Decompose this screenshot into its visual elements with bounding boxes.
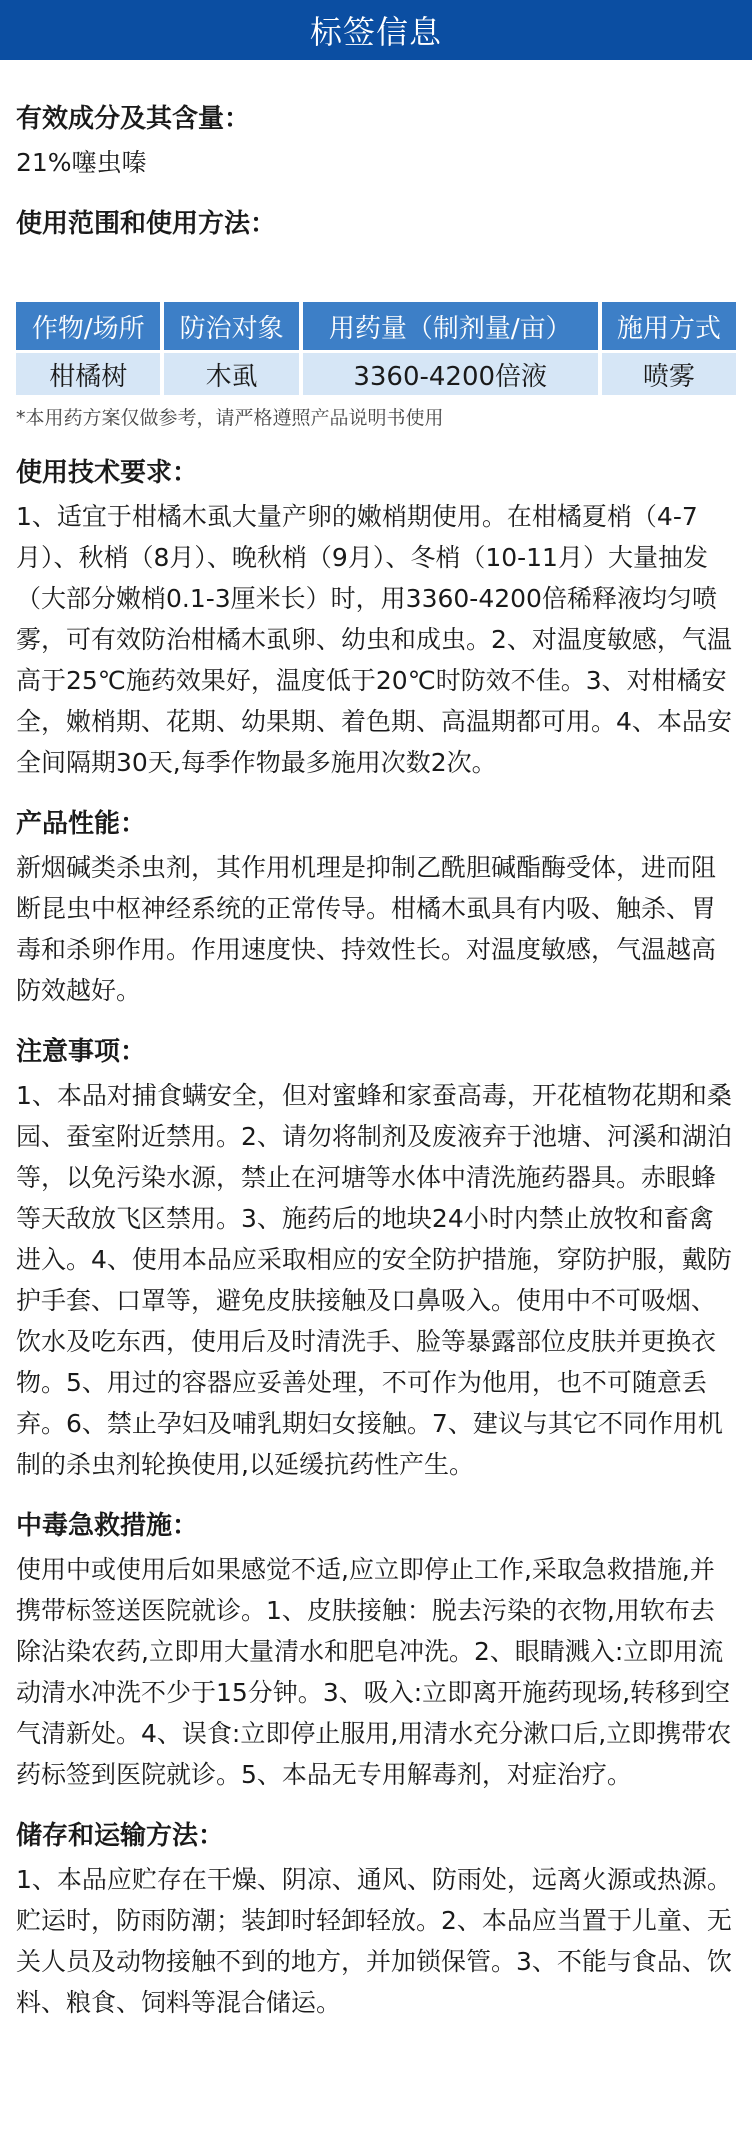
- storage-title: 储存和运输方法：: [16, 1821, 225, 1851]
- usage-cell-dosage: 3360-4200倍液: [303, 353, 598, 395]
- usage-spacer: [16, 247, 736, 299]
- usage-note: *本用药方案仅做参考，请严格遵照产品说明书使用: [16, 407, 444, 429]
- tech-requirements-text: 1、适宜于柑橘木虱大量产卵的嫩梢期使用。在柑橘夏梢（4-7月）、秋梢（8月）、晚秋梢（9月）、冬梢（10-11月）大量抽发（大部分嫩梢0.1-3厘米长）时，用3360-4200倍稀释液均匀喷雾，可有效防治柑橘木虱卵、幼虫和成虫。2、对温度敏感，气温高于25℃施药效果好，温度低于20℃时防效不佳。3、对柑橘安全，嫩梢期、花期、幼果期、着色期、高温期都可用。4、本品安全间隔期30天,每季作物最多施用次数2次。: [16, 502, 732, 777]
- first-aid-text: 使用中或使用后如果感觉不适,应立即停止工作,采取急救措施,并携带标签送医院就诊。1、皮肤接触：脱去污染的衣物,用软布去除沾染农药,立即用大量清水和肥皂冲洗。2、眼睛溅入:立即用流动清水冲洗不少于15分钟。3、吸入:立即离开施药现场,转移到空气清新处。4、误食:立即停止服用,用清水充分漱口后,立即携带农药标签到医院就诊。5、本品无专用解毒剂，对症治疗。: [16, 1555, 732, 1789]
- usage-cell-target: 木虱: [164, 353, 298, 395]
- active-ingredient-title: 有效成分及其含量：: [16, 104, 251, 134]
- label-content: [0, 60, 752, 2023]
- table-row: [16, 353, 736, 395]
- usage-table: [12, 299, 740, 398]
- precautions-text: 1、本品对捕食螨安全，但对蜜蜂和家蚕高毒，开花植物花期和桑园、蚕室附近禁用。2、请勿将制剂及废液弃于池塘、河溪和湖泊等，以免污染水源，禁止在河塘等水体中清洗施药器具。赤眼蜂等天敌放飞区禁用。3、施药后的地块24小时内禁止放牧和畜禽进入。4、使用本品应采取相应的安全防护措施，穿防护服，戴防护手套、口罩等，避免皮肤接触及口鼻吸入。使用中不可吸烟、饮水及吃东西，使用后及时清洗手、脸等暴露部位皮肤并更换衣物。5、用过的容器应妥善处理，不可作为他用，也不可随意丢弃。6、禁止孕妇及哺乳期妇女接触。7、建议与其它不同作用机制的杀虫剂轮换使用,以延缓抗药性产生。: [16, 1081, 732, 1479]
- usage-cell-method: 喷雾: [602, 353, 736, 395]
- page-title: 标签信息: [309, 13, 442, 51]
- tech-requirements-title: 使用技术要求：: [16, 458, 199, 488]
- performance-title: 产品性能：: [16, 809, 147, 839]
- storage-text: 1、本品应贮存在干燥、阴凉、通风、防雨处，远离火源或热源。贮运时，防雨防潮；装卸时轻卸轻放。2、本品应当置于儿童、无关人员及动物接触不到的地方，并加锁保管。3、不能与食品、饮料、粮食、饲料等混合储运。: [16, 1865, 732, 2017]
- first-aid-title: 中毒急救措施：: [16, 1511, 199, 1541]
- precautions-title: 注意事项：: [16, 1037, 147, 1067]
- active-ingredient-value: 21%噻虫嗪: [16, 148, 147, 177]
- usage-cell-crop: 柑橘树: [16, 353, 160, 395]
- usage-header-method: 施用方式: [602, 302, 736, 350]
- performance-text: 新烟碱类杀虫剂，其作用机理是抑制乙酰胆碱酯酶受体，进而阻断昆虫中枢神经系统的正常传导。柑橘木虱具有内吸、触杀、胃毒和杀卵作用。作用速度快、持效性长。对温度敏感，气温越高防效越好。: [16, 853, 717, 1005]
- page-header: [0, 0, 752, 60]
- usage-table-header-row: [16, 302, 736, 350]
- usage-header-target: 防治对象: [164, 302, 298, 350]
- usage-header-dosage: 用药量（制剂量/亩）: [303, 302, 598, 350]
- usage-title: 使用范围和使用方法：: [16, 209, 277, 239]
- usage-header-crop: 作物/场所: [16, 302, 160, 350]
